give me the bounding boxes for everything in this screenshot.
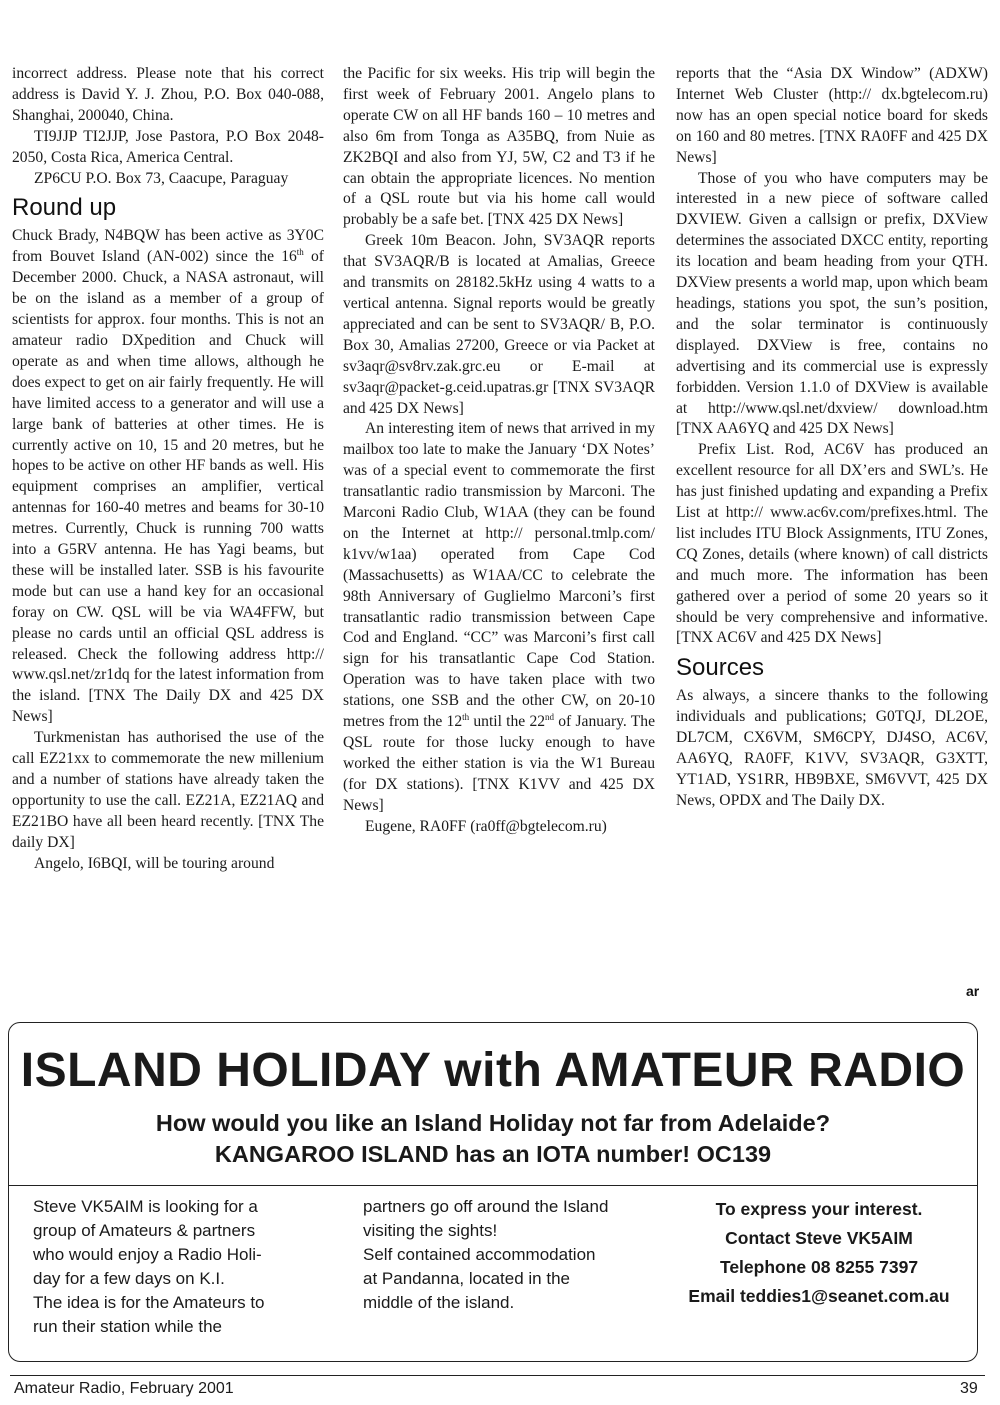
ad-headline: ISLAND HOLIDAY with AMATEUR RADIO bbox=[20, 1044, 966, 1097]
ad-line: day for a few days on K.I. bbox=[33, 1269, 225, 1288]
paragraph: the Pacific for six weeks. His trip will begin the first week of February 2001. Angelo plans to operate CW on all HF bands 160 – 10 metres and also 6m from Tonga as A35BQ, from Nuie as ZK2BQI and also from YJ, 5W, C2 and T3 if he can obtain the appropriate licences. No mention of a QSL route but via his home call would probably be a safe bet. [TNX 425 DX News] bbox=[343, 65, 655, 229]
paragraph: As always, a sincere thanks to the following individuals and publications; G0TQJ, DL2OE, DL7CM, CX6VM, SM6CPY, DJ4SO, AC6V, AA6YQ, RA0FF, K1VV, SV3AQR, G3XTT, YT1AD, YS1RR, HB9BXE, SM6VVT, 425 DX News, OPDX and The Daily DX. bbox=[676, 687, 988, 809]
ad-line: partners go off around the Island bbox=[363, 1197, 609, 1216]
ad-line: group of Amateurs & partners bbox=[33, 1221, 256, 1240]
ad-divider bbox=[9, 1185, 977, 1186]
paragraph: Angelo, I6BQI, will be touring around bbox=[34, 854, 275, 872]
paragraph: Eugene, RA0FF (ra0ff@bgtelecom.ru) bbox=[365, 817, 607, 835]
paragraph: reports that the “Asia DX Window” (ADXW) Internet Web Cluster (http:// dx.bgtelecom.ru) now has an open special notice board for skeds on 160 and 80 metres. [TNX RA0FF and 425 DX News] bbox=[676, 65, 988, 166]
ad-subheading: KANGAROO ISLAND has an IOTA number! OC139 bbox=[214, 1141, 772, 1167]
ad-line: who would enjoy a Radio Holi- bbox=[33, 1245, 262, 1264]
ad-contact-line: To express your interest. bbox=[715, 1199, 923, 1219]
ad-contact-block bbox=[669, 1195, 969, 1311]
ad-line: Self contained accommodation bbox=[363, 1245, 596, 1264]
ad-body-left bbox=[33, 1195, 265, 1339]
ad-line: middle of the island. bbox=[363, 1293, 515, 1312]
paragraph: ZP6CU P.O. Box 73, Caacupe, Paraguay bbox=[34, 169, 289, 187]
ad-contact-phone: Telephone 08 8255 7397 bbox=[719, 1257, 919, 1277]
ad-line: The idea is for the Amateurs to bbox=[33, 1293, 265, 1312]
advertisement-box bbox=[8, 1022, 978, 1362]
article-column-1 bbox=[12, 64, 324, 875]
paragraph: Those of you who have computers may be interested in a new piece of software called DXVIEW. Given a callsign or prefix, DXView determines the associated DXCC entity, reporting its location and beam heading from your QTH. DXView presents a world map, upon which beam headings, stations you spot, the sun’s position, and the solar terminator is continuously displayed. DXView is free, contains no advertising and its commercial use is expressly forbidden. Version 1.1.0 of DXView is available at http://www.qsl.net/dxview/ download.htm [TNX AA6YQ and 425 DX News] bbox=[676, 169, 988, 438]
ad-line: visiting the sights! bbox=[363, 1221, 498, 1240]
paragraph: Chuck Brady, N4BQW has been active as 3Y0C from Bouvet Island (AN-002) since the 16th of December 2000. Chuck, a NASA astronaut, will be on the island as a member of a group of scientists for approx. four months. This is not an amateur radio DXpedition and Chuck will operate as and when time allows, although he does expect to get on air fairly frequently. He will have limited access to a generator and will use a large bank of batteries at other times. He is currently active on 10, 15 and 20 metres, but he hopes to be active on other HF bands as well. His equipment comprises an amplifier, vertical antennas for 160-40 metres and beams for 30-10 metres. Currently, Chuck is running 700 watts into a G5RV antenna. He has Yagi beams, but these will be installed later. SSB is his favourite mode but can use a hand key for an occasional foray on CW. QSL will be via WA4FFW, but please no cards until an official QSL address is released. Check the following address http:// www.qsl.net/zr1dq for the latest information from the island. [TNX The Daily DX and 425 DX News] bbox=[12, 227, 324, 726]
footer-rule bbox=[10, 1375, 985, 1376]
paragraph: Prefix List. Rod, AC6V has produced an excellent resource for all DX’ers and SWL’s. He has just finished updating and expanding a Prefix List at http:// www.ac6v.com/prefixes.html. The list includes ITU Block Assignments, ITU Zones, CQ Zones, details (where known) of call districts and much more. The information has been gathered over a period of some 20 years so it should be very comprehensive and informative. [TNX AC6V and 425 DX News] bbox=[676, 441, 988, 647]
ad-line: Steve VK5AIM is looking for a bbox=[33, 1197, 258, 1216]
article-column-3 bbox=[676, 64, 988, 812]
section-heading-sources: Sources bbox=[676, 654, 765, 682]
article-column-2 bbox=[343, 64, 655, 838]
paragraph: TI9JJP TI2JJP, Jose Pastora, P.O Box 2048-2050, Costa Rica, America Central. bbox=[12, 127, 324, 166]
ad-line: run their station while the bbox=[33, 1317, 222, 1336]
footer-publication: Amateur Radio, February 2001 bbox=[14, 1380, 234, 1397]
paragraph: incorrect address. Please note that his correct address is David Y. J. Zhou, P.O. Box 040-088, Shanghai, 200040, China. bbox=[12, 65, 324, 124]
paragraph: Greek 10m Beacon. John, SV3AQR reports that SV3AQR/B is located at Amalias, Greece and transmits on 28182.5kHz using 4 watts to a vertical antenna. Signal reports would be greatly appreciated and can be sent to SV3AQR/ B, P.O. Box 30, Amalias 27200, Greece or via Packet at sv3aqr@sv8rv.zak.grc.eu or E-mail at sv3aqr@packet-g.ceid.upatras.gr [TNX SV3AQR and 425 DX News] bbox=[343, 232, 655, 417]
ad-line: at Pandanna, located in the bbox=[363, 1269, 570, 1288]
ad-contact-email: Email teddies1@seanet.com.au bbox=[688, 1286, 950, 1306]
paragraph: Turkmenistan has authorised the use of the call EZ21xx to commemorate the new millenium and a number of stations have already taken the opportunity to use the call. EZ21A, EZ21AQ and EZ21BO have all been heard recently. [TNX The daily DX] bbox=[12, 729, 324, 851]
section-heading-round-up: Round up bbox=[12, 194, 117, 222]
page-number: 39 bbox=[960, 1380, 978, 1397]
ad-body-middle bbox=[363, 1195, 608, 1315]
author-signoff: ar bbox=[966, 983, 980, 999]
ad-subheading: How would you like an Island Holiday not far from Adelaide? bbox=[155, 1110, 831, 1136]
paragraph: An interesting item of news that arrived in my mailbox too late to make the January ‘DX Notes’ was of a special event to commemorate the first transatlantic radio transmission by Marconi. The Marconi Radio Club, W1AA (they can be found on the Internet at http:// personal.tmlp.com/ k1vv/w1aa) operated from Cape Cod (Massachusetts) as W1AA/CC to celebrate the 98th Anniversary of Guglielmo Marconi’s first transatlantic radio transmission between Cape Cod and England. “CC” was Marconi’s first call sign for his transatlantic Cape Cod Station. Operation was to have taken place with two stations, one SSB and the other CW, on 20-10 metres from the 12th until the 22nd of January. The QSL route for those lucky enough to have worked the either station is via the W1 Bureau (for DX stations). [TNX K1VV and 425 DX News] bbox=[343, 420, 656, 814]
ad-contact-line: Contact Steve VK5AIM bbox=[725, 1228, 913, 1248]
